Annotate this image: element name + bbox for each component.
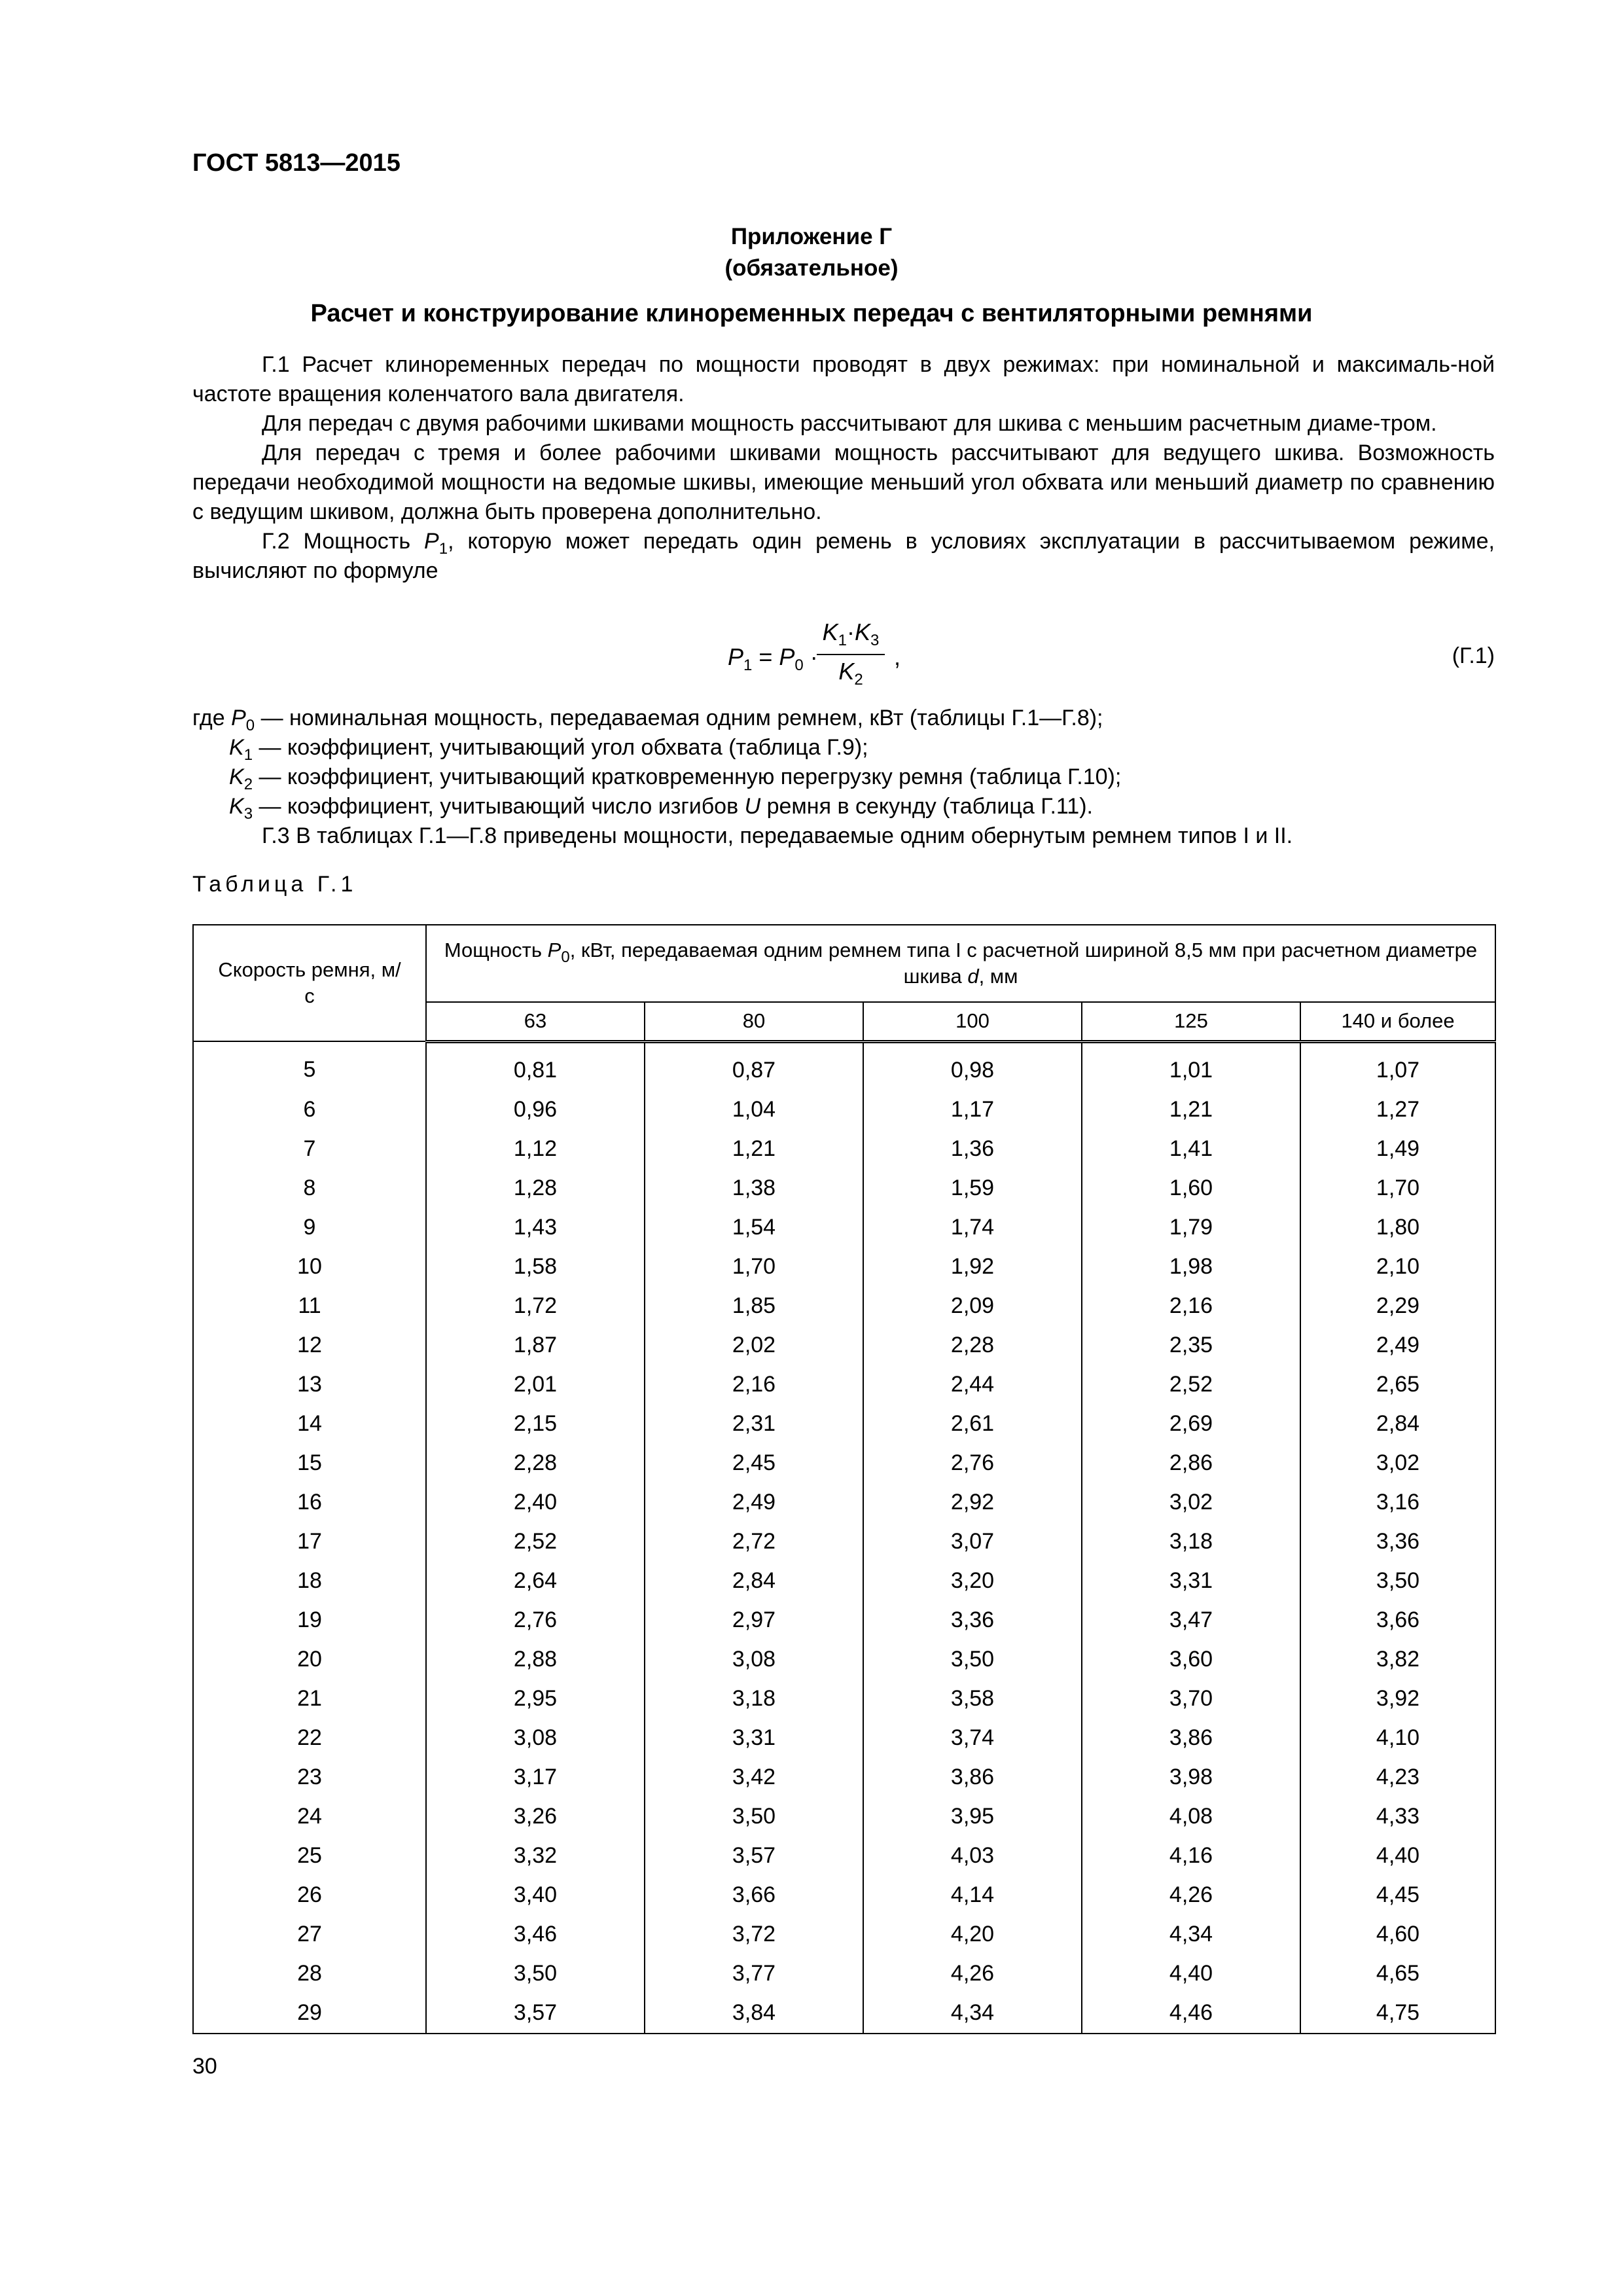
table-row xyxy=(193,1837,1495,1876)
power-cell: 3,58 xyxy=(863,1679,1082,1719)
power-cell: 3,95 xyxy=(863,1797,1082,1837)
table-row xyxy=(193,1719,1495,1758)
power-cell: 1,21 xyxy=(645,1130,863,1169)
power-cell: 3,42 xyxy=(645,1758,863,1797)
speed-cell: 14 xyxy=(193,1405,426,1444)
power-cell: 2,45 xyxy=(645,1444,863,1483)
power-cell: 1,07 xyxy=(1300,1041,1495,1090)
power-cell: 2,29 xyxy=(1300,1287,1495,1326)
diameter-header-cell: 63 xyxy=(426,1002,645,1041)
power-cell: 2,64 xyxy=(426,1562,645,1601)
speed-cell: 12 xyxy=(193,1326,426,1365)
power-cell: 4,08 xyxy=(1082,1797,1300,1837)
power-cell: 2,86 xyxy=(1082,1444,1300,1483)
speed-cell: 26 xyxy=(193,1876,426,1915)
power-cell: 3,08 xyxy=(426,1719,645,1758)
power-cell: 3,98 xyxy=(1082,1758,1300,1797)
definition-k2: $K_2$ — коэффициент, учитывающий кратковременную перегрузку ремня (таблица Г.10); xyxy=(229,764,1122,793)
power-cell: 1,79 xyxy=(1082,1208,1300,1247)
power-cell: 1,04 xyxy=(645,1090,863,1130)
power-cell: 1,01 xyxy=(1082,1041,1300,1090)
table-row xyxy=(193,1444,1495,1483)
power-cell: 3,92 xyxy=(1300,1679,1495,1719)
speed-cell: 6 xyxy=(193,1090,426,1130)
annex-title: Приложение Г xyxy=(730,224,893,249)
power-cell: 3,84 xyxy=(645,1994,863,2034)
formula-comma: , xyxy=(894,643,901,670)
power-cell: 2,84 xyxy=(1300,1405,1495,1444)
power-cell: 1,43 xyxy=(426,1208,645,1247)
power-cell: 0,98 xyxy=(863,1041,1082,1090)
power-cell: 1,92 xyxy=(863,1247,1082,1287)
power-cell: 3,60 xyxy=(1082,1640,1300,1679)
power-cell: 3,16 xyxy=(1300,1483,1495,1522)
power-cell: 4,33 xyxy=(1300,1797,1495,1837)
power-cell: 1,98 xyxy=(1082,1247,1300,1287)
annex-status: (обязательное) xyxy=(724,255,899,281)
speed-cell: 27 xyxy=(193,1915,426,1954)
power-cell: 0,96 xyxy=(426,1090,645,1130)
power-cell: 3,08 xyxy=(645,1640,863,1679)
power-cell: 3,32 xyxy=(426,1837,645,1876)
table-row xyxy=(193,1679,1495,1719)
table-row xyxy=(193,1562,1495,1601)
table-row xyxy=(193,1915,1495,1954)
power-cell: 2,88 xyxy=(426,1640,645,1679)
power-cell: 2,84 xyxy=(645,1562,863,1601)
power-cell: 3,17 xyxy=(426,1758,645,1797)
power-cell: 4,23 xyxy=(1300,1758,1495,1797)
formula-denominator: $K_2$ xyxy=(838,658,863,689)
power-cell: 3,77 xyxy=(645,1954,863,1994)
power-cell: 3,57 xyxy=(426,1994,645,2034)
table-row xyxy=(193,1640,1495,1679)
power-cell: 4,34 xyxy=(1082,1915,1300,1954)
power-cell: 3,02 xyxy=(1300,1444,1495,1483)
power-cell: 3,50 xyxy=(426,1954,645,1994)
power-cell: 2,16 xyxy=(645,1365,863,1405)
power-cell: 2,16 xyxy=(1082,1287,1300,1326)
power-cell: 2,76 xyxy=(426,1601,645,1640)
speed-cell: 23 xyxy=(193,1758,426,1797)
body-text xyxy=(192,350,1495,586)
power-cell: 1,17 xyxy=(863,1090,1082,1130)
power-cell: 2,49 xyxy=(1300,1326,1495,1365)
power-cell: 1,74 xyxy=(863,1208,1082,1247)
power-cell: 2,40 xyxy=(426,1483,645,1522)
power-cell: 3,46 xyxy=(426,1915,645,1954)
power-cell: 3,07 xyxy=(863,1522,1082,1562)
table-row xyxy=(193,1797,1495,1837)
power-cell: 2,44 xyxy=(863,1365,1082,1405)
table-row xyxy=(193,1994,1495,2034)
power-cell: 4,45 xyxy=(1300,1876,1495,1915)
speed-cell: 24 xyxy=(193,1797,426,1837)
power-cell: 2,72 xyxy=(645,1522,863,1562)
power-cell: 4,40 xyxy=(1082,1954,1300,1994)
power-cell: 3,50 xyxy=(1300,1562,1495,1601)
speed-cell: 11 xyxy=(193,1287,426,1326)
paragraph-three-pulleys: Для передач с тремя и более рабочими шкивами мощность рассчитывают для ведущего шкива. Возможность передачи необходимой мощности на ведомые шкивы, имеющие меньший угол обхвата или меньший диаметр по сравнению с ведущим шкивом, должна быть проверена дополнительно. xyxy=(192,440,1495,524)
power-cell: 1,28 xyxy=(426,1169,645,1208)
power-cell: 3,20 xyxy=(863,1562,1082,1601)
speed-cell: 22 xyxy=(193,1719,426,1758)
power-cell: 1,49 xyxy=(1300,1130,1495,1169)
power-cell: 3,66 xyxy=(1300,1601,1495,1640)
power-cell: 4,75 xyxy=(1300,1994,1495,2034)
table-row xyxy=(193,1876,1495,1915)
power-cell: 3,70 xyxy=(1082,1679,1300,1719)
table-row xyxy=(193,1365,1495,1405)
section-heading: Расчет и конструирование клиноременных передач с вентиляторными ремнями xyxy=(310,300,1313,327)
power-cell: 3,66 xyxy=(645,1876,863,1915)
table-row xyxy=(193,1954,1495,1994)
power-cell: 1,70 xyxy=(1300,1169,1495,1208)
power-cell: 4,46 xyxy=(1082,1994,1300,2034)
power-cell: 1,85 xyxy=(645,1287,863,1326)
power-cell: 1,41 xyxy=(1082,1130,1300,1169)
power-cell: 3,50 xyxy=(863,1640,1082,1679)
power-cell: 3,40 xyxy=(426,1876,645,1915)
speed-cell: 25 xyxy=(193,1837,426,1876)
power-cell: 4,26 xyxy=(1082,1876,1300,1915)
paragraph-two-pulleys: Для передач с двумя рабочими шкивами мощность рассчитывают для шкива с меньшим расчетным диаме-тром. xyxy=(262,411,1437,436)
table-row xyxy=(193,1405,1495,1444)
power-cell: 2,49 xyxy=(645,1483,863,1522)
table-row xyxy=(193,1483,1495,1522)
page-number: 30 xyxy=(192,2054,217,2079)
power-cell: 3,02 xyxy=(1082,1483,1300,1522)
speed-cell: 29 xyxy=(193,1994,426,2034)
power-cell: 2,97 xyxy=(645,1601,863,1640)
power-cell: 2,69 xyxy=(1082,1405,1300,1444)
power-cell: 3,18 xyxy=(1082,1522,1300,1562)
paragraph-g3: Г.3 В таблицах Г.1—Г.8 приведены мощности, передаваемые одним обернутым ремнем типов I и II. xyxy=(262,823,1293,848)
speed-cell: 13 xyxy=(193,1365,426,1405)
power-cell: 2,28 xyxy=(426,1444,645,1483)
power-cell: 3,26 xyxy=(426,1797,645,1837)
power-cell: 3,31 xyxy=(1082,1562,1300,1601)
power-cell: 3,82 xyxy=(1300,1640,1495,1679)
definition-k3: $K_3$ — коэффициент, учитывающий число изгибов U ремня в секунду (таблица Г.11). xyxy=(229,794,1093,823)
power-cell: 2,76 xyxy=(863,1444,1082,1483)
speed-cell: 10 xyxy=(193,1247,426,1287)
speed-cell: 16 xyxy=(193,1483,426,1522)
speed-cell: 9 xyxy=(193,1208,426,1247)
power-cell: 0,87 xyxy=(645,1041,863,1090)
formula-lhs: $P_1 = P_0$ · xyxy=(728,643,818,674)
table-row xyxy=(193,1287,1495,1326)
power-cell: 2,92 xyxy=(863,1483,1082,1522)
formula-numerator: $K_1\cdot K_3$ xyxy=(822,619,880,649)
speed-cell: 7 xyxy=(193,1130,426,1169)
diameter-header-cell: 100 xyxy=(863,1002,1082,1041)
table-row xyxy=(193,1522,1495,1562)
power-cell: 3,74 xyxy=(863,1719,1082,1758)
diameter-header-cell: 125 xyxy=(1082,1002,1300,1041)
table-row xyxy=(193,1758,1495,1797)
definition-p0: где $P_0$ — номинальная мощность, передаваемая одним ремнем, кВт (таблицы Г.1—Г.8); xyxy=(192,706,1103,734)
speed-cell: 5 xyxy=(193,1041,426,1090)
power-cell: 3,86 xyxy=(863,1758,1082,1797)
power-cell: 4,34 xyxy=(863,1994,1082,2034)
power-cell: 1,59 xyxy=(863,1169,1082,1208)
document-code: ГОСТ 5813—2015 xyxy=(192,149,401,177)
power-cell: 3,72 xyxy=(645,1915,863,1954)
power-cell: 1,27 xyxy=(1300,1090,1495,1130)
power-cell: 1,58 xyxy=(426,1247,645,1287)
speed-cell: 21 xyxy=(193,1679,426,1719)
fraction-bar xyxy=(817,654,885,655)
power-cell: 1,54 xyxy=(645,1208,863,1247)
table-row xyxy=(193,1326,1495,1365)
power-cell: 2,31 xyxy=(645,1405,863,1444)
power-cell: 4,26 xyxy=(863,1954,1082,1994)
formula-row xyxy=(192,619,1495,697)
speed-cell: 19 xyxy=(193,1601,426,1640)
speed-cell: 18 xyxy=(193,1562,426,1601)
power-cell: 4,16 xyxy=(1082,1837,1300,1876)
speed-cell: 8 xyxy=(193,1169,426,1208)
power-cell: 4,03 xyxy=(863,1837,1082,1876)
power-cell: 2,61 xyxy=(863,1405,1082,1444)
table-row xyxy=(193,1130,1495,1169)
power-cell: 4,60 xyxy=(1300,1915,1495,1954)
annex-title-block xyxy=(0,221,1623,284)
power-cell: 4,10 xyxy=(1300,1719,1495,1758)
power-cell: 2,02 xyxy=(645,1326,863,1365)
power-cell: 3,86 xyxy=(1082,1719,1300,1758)
definition-k1: $K_1$ — коэффициент, учитывающий угол обхвата (таблица Г.9); xyxy=(229,735,868,764)
paragraph-g2: Г.2 Мощность $P_1$, которую может передать один ремень в условиях эксплуатации в рассчитываемом режиме, вычисляют по формуле xyxy=(192,529,1495,583)
table-row xyxy=(193,1208,1495,1247)
speed-cell: 17 xyxy=(193,1522,426,1562)
table-row xyxy=(193,1247,1495,1287)
power-cell: 2,09 xyxy=(863,1287,1082,1326)
table-body xyxy=(193,1041,1495,2034)
power-cell: 4,14 xyxy=(863,1876,1082,1915)
paragraph-g1: Г.1 Расчет клиноременных передач по мощности проводят в двух режимах: при номинальной и максималь-ной частоте вращения коленчатого вала двигателя. xyxy=(192,352,1495,406)
power-cell: 2,65 xyxy=(1300,1365,1495,1405)
power-cell: 3,47 xyxy=(1082,1601,1300,1640)
power-cell: 1,80 xyxy=(1300,1208,1495,1247)
power-cell: 0,81 xyxy=(426,1041,645,1090)
power-cell: 2,01 xyxy=(426,1365,645,1405)
power-cell: 2,28 xyxy=(863,1326,1082,1365)
power-cell: 3,57 xyxy=(645,1837,863,1876)
power-table xyxy=(192,924,1496,2034)
table-caption: Таблица Г.1 xyxy=(192,872,357,897)
power-cell: 2,35 xyxy=(1082,1326,1300,1365)
formula-number: (Г.1) xyxy=(1452,643,1495,668)
power-cell: 2,95 xyxy=(426,1679,645,1719)
power-cell: 3,18 xyxy=(645,1679,863,1719)
power-cell: 1,21 xyxy=(1082,1090,1300,1130)
speed-column-header: Скорость ремня, м/с xyxy=(193,925,426,1041)
diameter-header-cell: 80 xyxy=(645,1002,863,1041)
power-cell: 3,31 xyxy=(645,1719,863,1758)
power-cell: 1,87 xyxy=(426,1326,645,1365)
power-cell: 3,36 xyxy=(863,1601,1082,1640)
power-cell: 2,52 xyxy=(426,1522,645,1562)
power-cell: 3,36 xyxy=(1300,1522,1495,1562)
power-cell: 1,12 xyxy=(426,1130,645,1169)
speed-cell: 28 xyxy=(193,1954,426,1994)
diameter-header-cell: 140 и более xyxy=(1300,1002,1495,1041)
table-row xyxy=(193,1090,1495,1130)
power-column-header: Мощность $P_0$, кВт, передаваемая одним ремнем типа I с расчетной шириной 8,5 мм при расчетном диаметре шкива d, мм xyxy=(426,925,1495,1002)
power-cell: 4,40 xyxy=(1300,1837,1495,1876)
power-cell: 3,50 xyxy=(645,1797,863,1837)
power-cell: 1,38 xyxy=(645,1169,863,1208)
table-row xyxy=(193,1041,1495,1090)
power-cell: 1,72 xyxy=(426,1287,645,1326)
power-cell: 1,60 xyxy=(1082,1169,1300,1208)
power-cell: 2,10 xyxy=(1300,1247,1495,1287)
power-cell: 4,20 xyxy=(863,1915,1082,1954)
table-row xyxy=(193,1169,1495,1208)
power-cell: 2,52 xyxy=(1082,1365,1300,1405)
power-cell: 4,65 xyxy=(1300,1954,1495,1994)
table-row xyxy=(193,1601,1495,1640)
power-cell: 2,15 xyxy=(426,1405,645,1444)
speed-cell: 20 xyxy=(193,1640,426,1679)
speed-cell: 15 xyxy=(193,1444,426,1483)
power-cell: 1,36 xyxy=(863,1130,1082,1169)
power-cell: 1,70 xyxy=(645,1247,863,1287)
